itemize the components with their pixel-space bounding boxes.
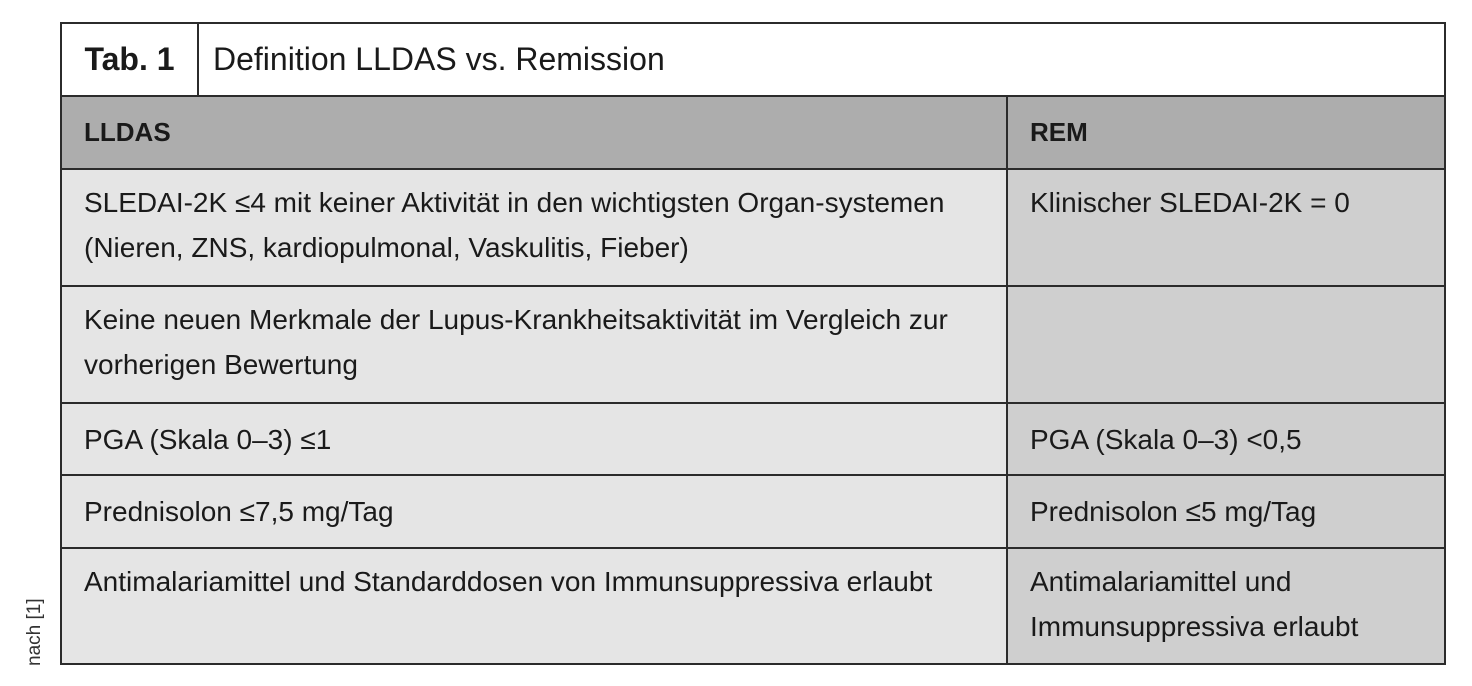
table-row [62,403,1444,475]
lldas-cell: SLEDAI-2K ≤4 mit keiner Aktivität in den wichtigsten Organ-systemen (Nieren, ZNS, kardiopulmonal, Vaskulitis, Fieber) [62,169,1007,286]
rem-cell: Prednisolon ≤5 mg/Tag [1007,475,1444,548]
table-row [62,548,1444,663]
lldas-cell: Prednisolon ≤7,5 mg/Tag [62,475,1007,548]
lldas-cell: PGA (Skala 0–3) ≤1 [62,403,1007,475]
header-row [62,97,1444,169]
source-note: nach [1] [24,598,45,666]
rem-cell [1007,286,1444,403]
table-title-row [62,24,1444,97]
rem-cell: PGA (Skala 0–3) <0,5 [1007,403,1444,475]
table-title: Definition LLDAS vs. Remission [213,41,665,77]
lldas-cell: Antimalariamittel und Standarddosen von Immunsuppressiva erlaubt [62,548,1007,663]
table-label: Tab. 1 [62,24,199,95]
rem-cell: Klinischer SLEDAI-2K = 0 [1007,169,1444,286]
table-row [62,286,1444,403]
table-row [62,169,1444,286]
table-row [62,475,1444,548]
column-header-rem: REM [1007,97,1444,169]
comparison-table [62,97,1444,663]
lldas-cell: Keine neuen Merkmale der Lupus-Krankheitsaktivität im Vergleich zur vorherigen Bewertung [62,286,1007,403]
column-header-lldas: LLDAS [62,97,1007,169]
rem-cell: Antimalariamittel und Immunsuppressiva erlaubt [1007,548,1444,663]
definition-table [60,22,1446,665]
